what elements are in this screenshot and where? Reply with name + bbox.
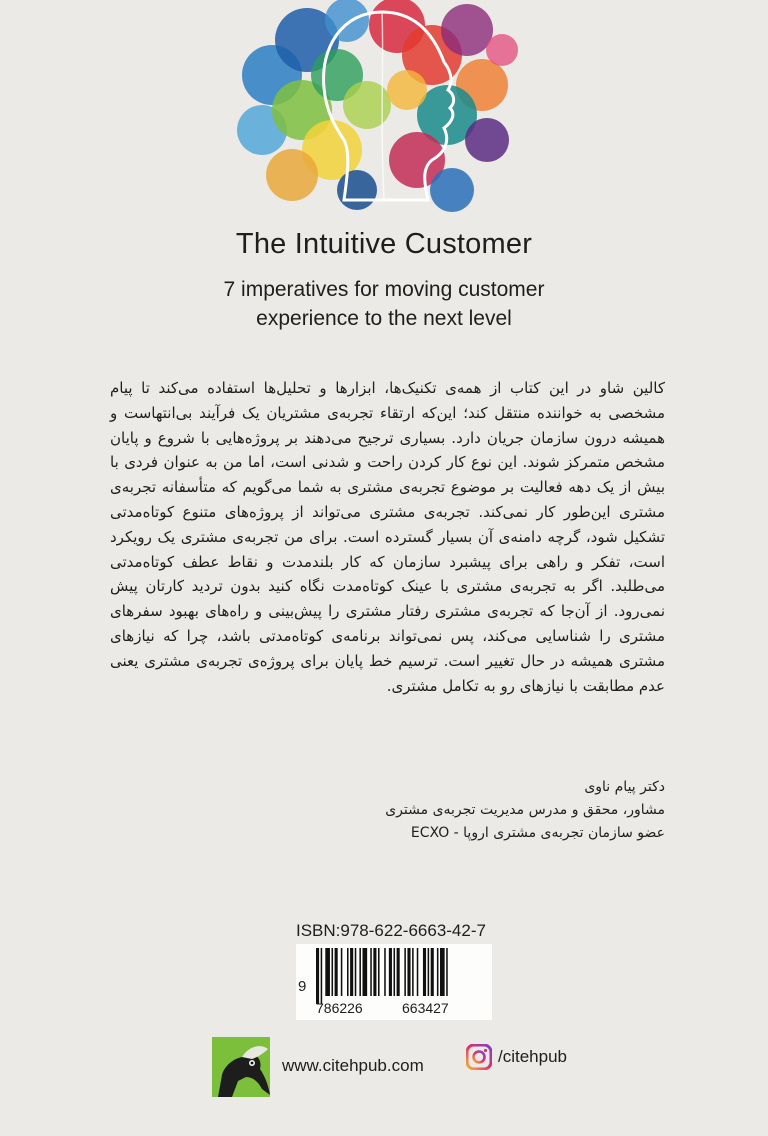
barcode-bar xyxy=(370,948,372,996)
barcode-left-digits: 786226 xyxy=(316,1000,363,1016)
barcode-bar xyxy=(440,948,445,996)
barcode-bar xyxy=(423,948,426,996)
barcode-bar xyxy=(332,948,334,996)
barcode-bar xyxy=(404,948,406,996)
barcode-bar xyxy=(363,948,368,996)
barcode-bar xyxy=(446,948,448,996)
blurb-paragraph: کالین شاو در این کتاب از همه‌ی تکنیک‌ها، ابزارها و تحلیل‌ها استفاده می‌کند تا پیام مشخصی به خواننده منتقل کند؛ این‌که ارتقاء تجربه‌ی مشتریان یک فرآیند بی‌انتهاست و همیشه درون سازمان جریان دارد. بسیاری ترجیح می‌دهند بر پروژه‌هایی با شروع و پایان مشخص متمرکز شوند. این نوع کار کردن راحت و شدنی است، اما من به عنوان فردی با بیش از یک دهه فعالیت بر موضوع تجربه‌ی مشتری به شما می‌گویم که متأسفانه تجربه‌ی مشتری این‌طور کار نمی‌کند. تجربه‌ی مشتری می‌تواند از پروژه‌های متنوع کوتاه‌مدتی تشکیل شود، گرچه دامنه‌ی آن بسیار گسترده است. برای من تجربه‌ی مشتری یک رویکرد است، تفکر و راهی برای پیشبرد سازمان که کار بلندمدت و نقاط عطف کوتاه‌مدتی می‌طلبد. اگر به تجربه‌ی مشتری با عینک کوتاه‌مدت نگاه کنید بدون تردید کارتان پیش نمی‌رود. از آن‌جا که تجربه‌ی مشتری رفتار مشتری را پیش‌بینی و راه‌های بهبود سفرهای مشتری را شناسایی می‌کند، پس نمی‌تواند برنامه‌ی کوتاه‌مدتی باشد، چرا که نیازهای مشتری همیشه در حال تغییر است. ترسیم خط پایان برای پروژه‌ی تجربه‌ی مشتری یعنی عدم مطابقت با نیازهای رو به تکامل مشتری. xyxy=(110,379,665,695)
publisher-website: www.citehpub.com xyxy=(282,1056,424,1075)
signature-block xyxy=(110,776,665,845)
barcode-bar xyxy=(428,948,430,996)
barcode xyxy=(296,944,492,1020)
barcode-bar xyxy=(394,948,396,996)
barcode-bar xyxy=(378,948,380,996)
barcode-bar xyxy=(384,948,386,996)
barcode-bar xyxy=(359,948,361,996)
barcode-bar xyxy=(437,948,439,996)
instagram-icon xyxy=(466,1044,492,1070)
toucan-logo-icon xyxy=(212,1037,270,1097)
barcode-bar xyxy=(355,948,357,996)
barcode-bar xyxy=(431,948,434,996)
barcode-bar xyxy=(412,948,414,996)
barcode-bar xyxy=(373,948,376,996)
barcode-bars xyxy=(314,948,484,1004)
subtitle-line-2: experience to the next level xyxy=(256,307,512,330)
book-subtitle xyxy=(0,275,768,333)
instagram-handle: /citehpub xyxy=(498,1047,567,1066)
isbn-label: ISBN:978-622-6663-42-7 xyxy=(296,921,486,940)
barcode-bar xyxy=(417,948,419,996)
barcode-bar xyxy=(316,948,319,1004)
barcode-bar xyxy=(325,948,330,996)
signature-role-2: عضو سازمان تجربه‌ی مشتری اروپا - ECXO xyxy=(410,825,665,841)
barcode-bar xyxy=(335,948,338,996)
barcode-bar xyxy=(350,948,353,996)
barcode-bar xyxy=(347,948,349,996)
barcode-bar xyxy=(321,948,323,1004)
barcode-bar xyxy=(407,948,410,996)
signature-name: دکتر پیام ناوی xyxy=(584,779,665,795)
barcode-right-digits: 663427 xyxy=(402,1000,449,1016)
signature-role-1: مشاور، محقق و مدرس مدیریت تجربه‌ی مشتری xyxy=(385,802,665,818)
barcode-bar xyxy=(389,948,392,996)
barcode-bar xyxy=(341,948,343,996)
subtitle-line-1: 7 imperatives for moving customer xyxy=(223,278,545,301)
watercolor-head-illustration xyxy=(232,0,522,215)
book-title: The Intuitive Customer xyxy=(235,228,533,260)
barcode-bar xyxy=(397,948,400,996)
barcode-first-digit: 9 xyxy=(298,978,307,995)
